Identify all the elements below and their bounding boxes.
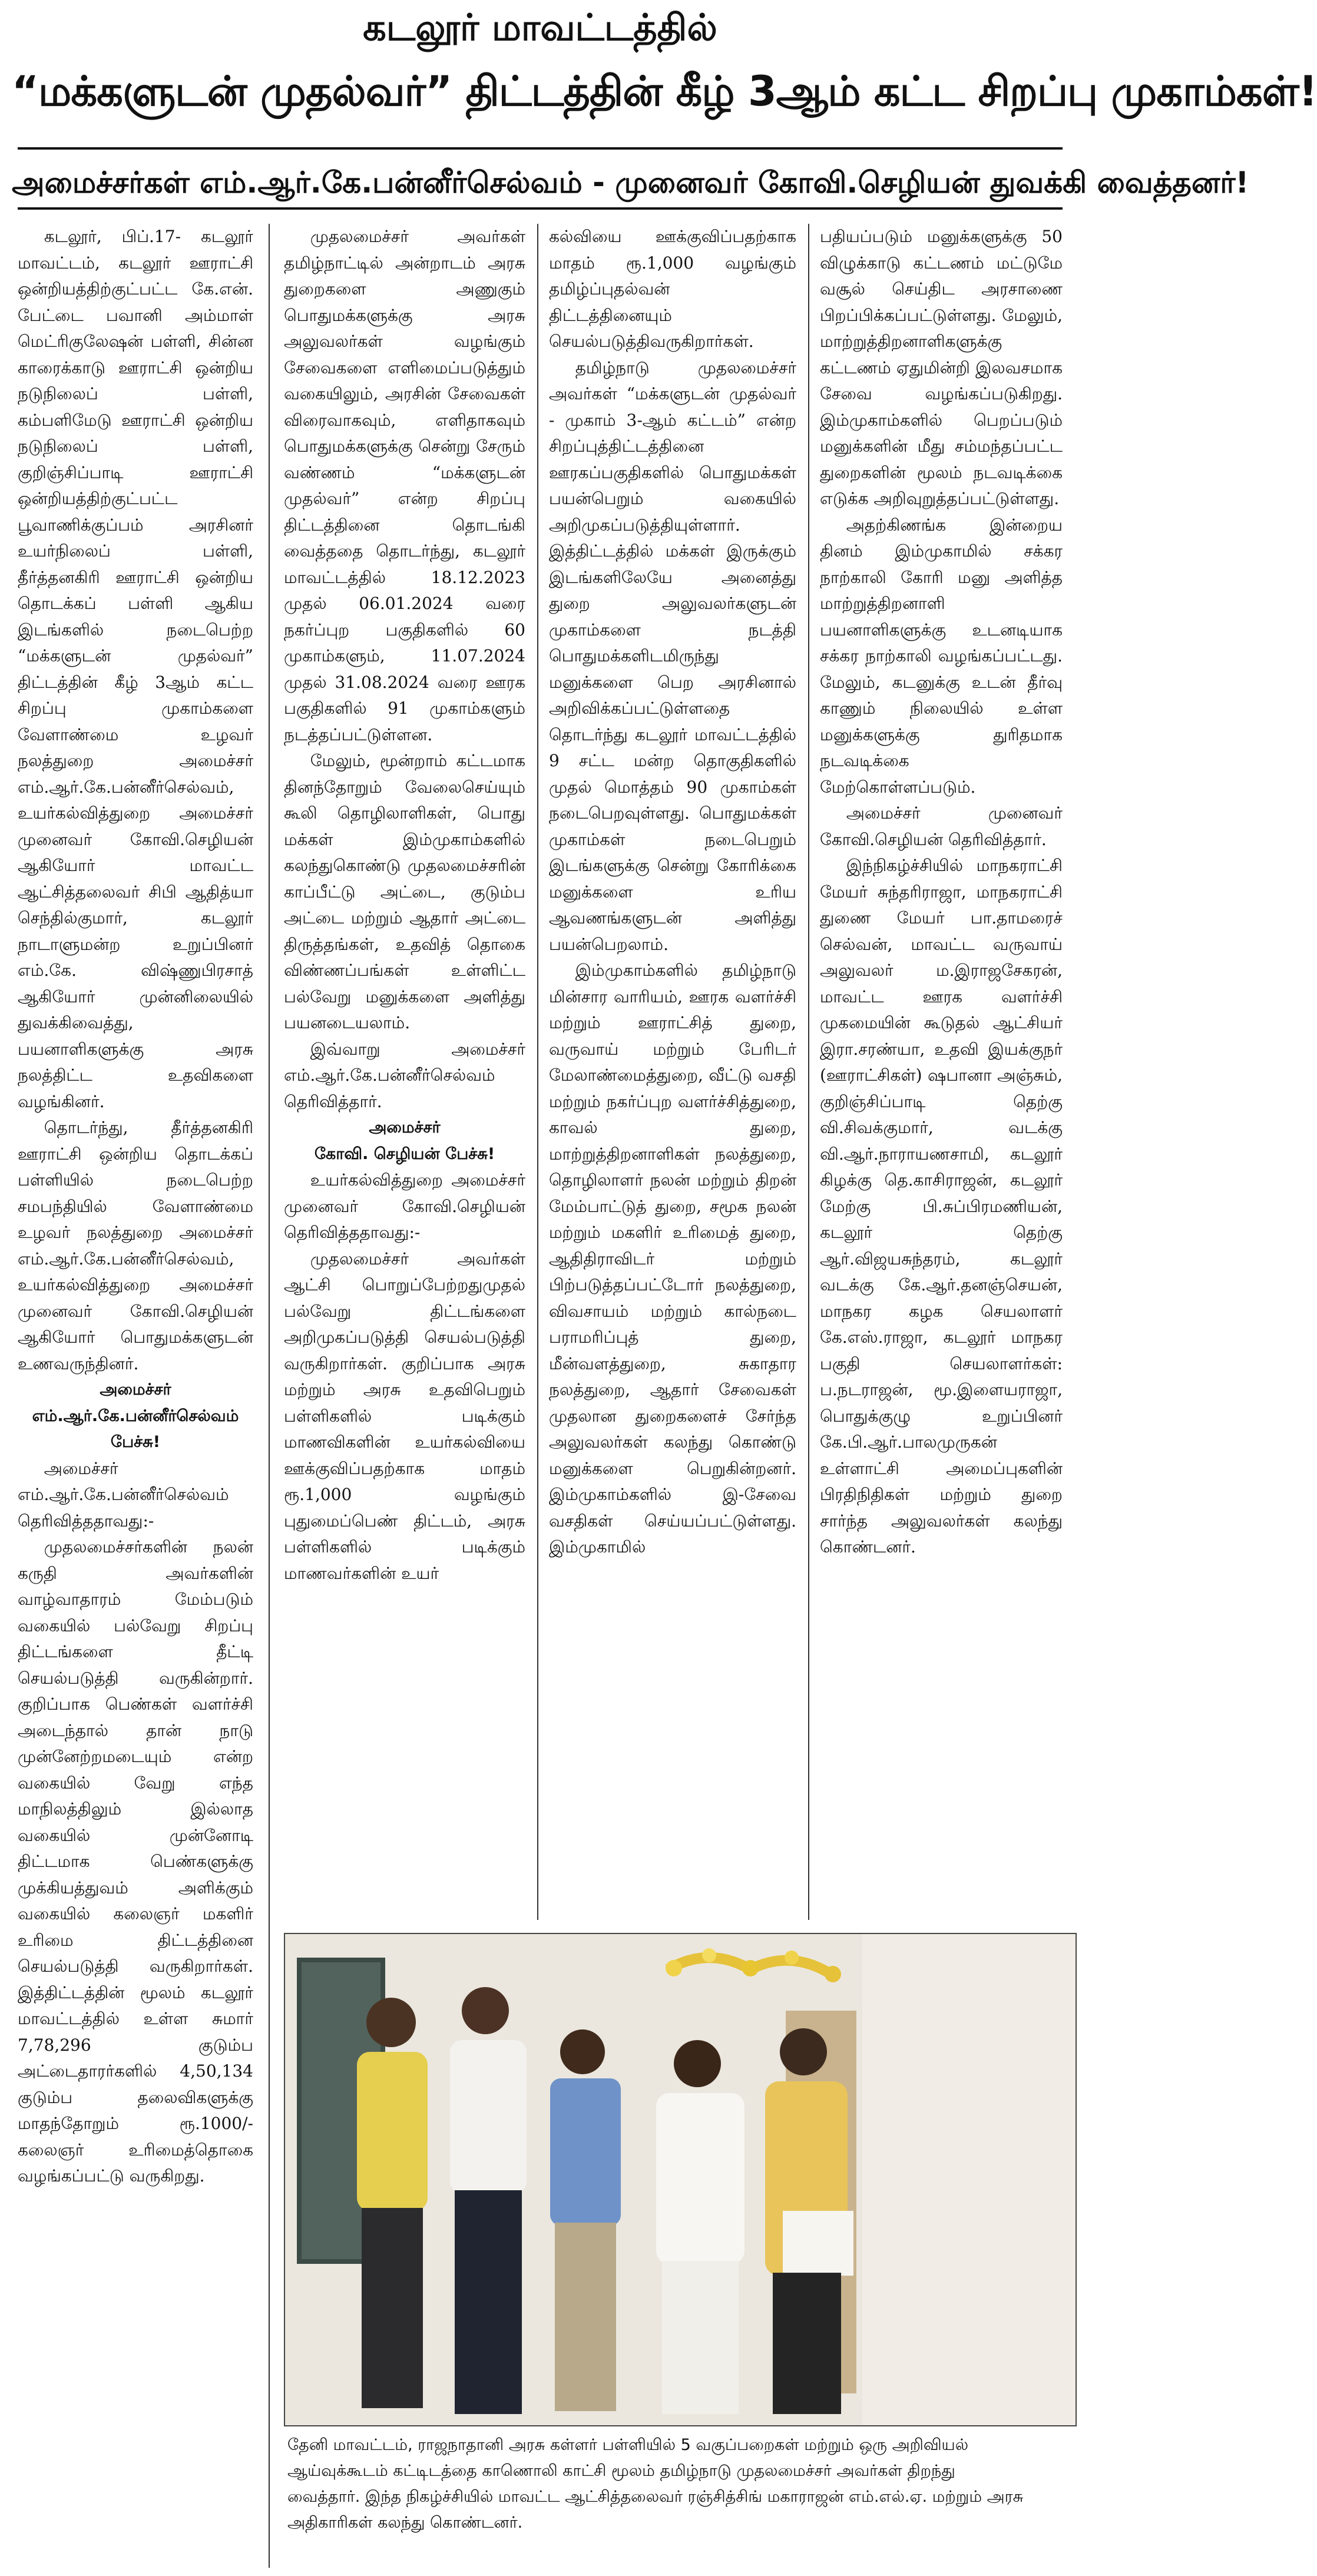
article-paragraph: மேலும், மூன்றாம் கட்டமாக தினந்தோறும் வேலைசெய்யும் கூலி தொழிலாளிகள், பொது மக்கள் இம்முகாம்களில் கலந்துகொண்டு முதலமைச்சரின் காப்பீட்டு அட்டை, குடும்ப அட்டை மற்றும் ஆதார் அட்டை திருத்தங்கள், உதவித் தொகை விண்ணப்பங்கள் உள்ளிட்ட பல்வேறு மனுக்களை அளித்து பயனடையலாம். <box>284 751 525 1032</box>
article-paragraph: அமைச்சர் எம்.ஆர்.கே.பன்னீர்செல்வம் தெரிவித்ததாவது:- <box>18 1458 229 1531</box>
article-paragraph: இந்நிகழ்ச்சியில் மாநகராட்சி மேயர் சுந்தரிராஜா, மாநகராட்சி துணை மேயர் பா.தாமரைச் செல்வன், மாவட்ட வருவாய் அலுவலர் ம.இராஜசேகரன், மாவட்ட ஊரக வளர்ச்சி முகமையின் கூடுதல் ஆட்சியர் இரா.சரண்யா, உதவி இயக்குநர் (ஊராட்சிகள்) ஷபானா அஞ்சும், குறிஞ்சிப்பாடி தெற்கு வி.சிவக்குமார், வடக்கு வி.ஆர்.நாராயணசாமி, கடலூர் கிழக்கு தெ.காசிராஜன், கடலூர் மேற்கு பி.சுப்பிரமணியன், கடலூர் தெற்கு ஆர்.விஜயசுந்தரம், கடலூர் வடக்கு கே.ஆர்.தனஞ்செயன், மாநகர கழக செயலாளர் கே.எஸ்.ராஜா, கடலூர் மாநகர பகுதி செயலாளர்கள்: ப.நடராஜன், மூ.இளையராஜா, பொதுக்குழு உறுப்பினர் கே.பி.ஆர்.பாலமுருகன் உள்ளாட்சி அமைப்புகளின் பிரதிநிதிகள் மற்றும் துறை சார்ந்த அலுவலர்கள் கலந்து கொண்டனர். <box>820 856 1063 1557</box>
caption-line: ஆய்வுக்கூடம் கட்டிடத்தை காணொலி காட்சி மூலம் தமிழ்நாடு முதலமைச்சர் அவர்கள் திறந்து <box>287 2462 955 2480</box>
caption-line: வைத்தார். இந்த நிகழ்ச்சியில் மாவட்ட ஆட்சித்தலைவர் ரஞ்சித்சிங் மகாராஜன் எம்.எல்.ஏ. மற்றும் அரசு <box>287 2488 1024 2506</box>
article-paragraph: இவ்வாறு அமைச்சர் எம்.ஆர்.கே.பன்னீர்செல்வம் தெரிவித்தார். <box>284 1039 525 1111</box>
section-subheading: அமைச்சர் <box>369 1118 441 1137</box>
column-divider <box>269 224 270 2568</box>
article-column-1 <box>18 224 253 2190</box>
section-subheading: எம்.ஆர்.கே.பன்னீர்செல்வம் பேச்சு! <box>32 1406 239 1451</box>
column-divider <box>537 224 538 1920</box>
photo-illustration <box>285 1934 1076 2425</box>
event-photo <box>284 1933 1077 2426</box>
article-column-4 <box>820 224 1063 1561</box>
article-paragraph: அதற்கிணங்க இன்றைய தினம் இம்முகாமில் சக்கர நாற்காலி கோரி மனு அளித்த மாற்றுத்திறனாளி பயனாளிகளுக்கு உடனடியாக சக்கர நாற்காலி வழங்கப்பட்டது. மேலும், கடனுக்கு உடன் தீர்வு காணும் நிலையில் உள்ள மனுக்களுக்கு துரிதமாக நடவடிக்கை மேற்கொள்ளப்படும். <box>820 515 1063 797</box>
subheadline-divider <box>18 207 1063 210</box>
article-paragraph: தமிழ்நாடு முதலமைச்சர் அவர்கள் “மக்களுடன் முதல்வர் - முகாம் 3-ஆம் கட்டம்” என்ற சிறப்புத்திட்டத்தினை ஊரகப்பகுதிகளில் பொதுமக்கள் பயன்பெறும் வகையில் அறிமுகப்படுத்தியுள்ளார். இத்திட்டத்தில் மக்கள் இருக்கும் இடங்களிலேயே அனைத்து துறை அலுவலர்களுடன் முகாம்களை நடத்தி பொதுமக்களிடமிருந்து மனுக்களை பெற அரசினால் அறிவிக்கப்பட்டுள்ளதை தொடர்ந்து கடலூர் மாவட்டத்தில் 9 சட்ட மன்ற தொகுதிகளில் முதல் மொத்தம் 90 முகாம்கள் நடைபெறவுள்ளது. பொதுமக்கள் முகாம்கள் நடைபெறும் இடங்களுக்கு சென்று கோரிக்கை மனுக்களை உரிய ஆவணங்களுடன் அளித்து பயன்பெறலாம். <box>549 357 796 954</box>
sub-headline: அமைச்சர்கள் எம்.ஆர்.கே.பன்னீர்செல்வம் - முனைவர் கோவி.செழியன் துவக்கி வைத்தனர்! <box>12 165 1249 200</box>
caption-line: தேனி மாவட்டம், ராஜநாதானி அரசு கள்ளர் பள்ளியில் 5 வகுப்பறைகள் மற்றும் ஒரு அறிவியல் <box>287 2436 969 2454</box>
article-paragraph: கல்வியை ஊக்குவிப்பதற்காக மாதம் ரூ.1,000 வழங்கும் தமிழ்ப்புதல்வன் திட்டத்தினையும் செயல்படுத்திவருகிறார்கள். <box>549 227 796 351</box>
article-paragraph: பதியப்படும் மனுக்களுக்கு 50 விழுக்காடு கட்டணம் மட்டுமே வசூல் செய்திட அரசாணை பிறப்பிக்கப்பட்டுள்ளது. மேலும், மாற்றுத்திறனாளிகளுக்கு கட்டணம் ஏதுமின்றி இலவசமாக சேவை வழங்கப்படுகிறது. இம்முகாம்களில் பெறப்படும் மனுக்களின் மீது சம்மந்தப்பட்ட துறைகளின் மூலம் நடவடிக்கை எடுக்க அறிவுறுத்தப்பட்டுள்ளது. <box>820 227 1063 508</box>
article-column-3 <box>549 224 796 1561</box>
article-paragraph: உயர்கல்வித்துறை அமைச்சர் முனைவர் கோவி.செழியன் தெரிவித்ததாவது:- <box>284 1170 525 1242</box>
headline-divider <box>18 147 1063 150</box>
caption-line: அதிகாரிகள் கலந்து கொண்டனர். <box>287 2514 523 2532</box>
article-paragraph: கடலூர், பிப்.17- கடலூர் மாவட்டம், கடலூர் ஊராட்சி ஒன்றியத்திற்குட்பட்ட கே.என். பேட்டை பவானி அம்மாள் மெட்ரிகுலேஷன் பள்ளி, சின்ன காரைக்காடு ஊராட்சி ஒன்றிய நடுநிலைப் பள்ளி, கம்பளிமேடு ஊராட்சி ஒன்றிய நடுநிலைப் பள்ளி, குறிஞ்சிப்பாடி ஊராட்சி ஒன்றியத்திற்குட்பட்ட பூவாணிக்குப்பம் அரசினர் உயர்நிலைப் பள்ளி, தீர்த்தனகிரி ஊராட்சி ஒன்றிய தொடக்கப் பள்ளி ஆகிய இடங்களில் நடைபெற்ற “மக்களுடன் முதல்வர்” திட்டத்தின் கீழ் 3ஆம் கட்ட சிறப்பு முகாம்களை வேளாண்மை உழவர் நலத்துறை அமைச்சர் எம்.ஆர்.கே.பன்னீர்செல்வம், உயர்கல்வித்துறை அமைச்சர் முனைவர் கோவி.செழியன் ஆகியோர் மாவட்ட ஆட்சித்தலைவர் சிபி ஆதித்யா செந்தில்குமார், கடலூர் நாடாளுமன்ற உறுப்பினர் எம்.கே. விஷ்ணுபிரசாத் ஆகியோர் முன்னிலையில் துவக்கிவைத்து, பயனாளிகளுக்கு அரசு நலத்திட்ட உதவிகளை வழங்கினர். <box>18 227 253 1111</box>
section-subheading: கோவி. செழியன் பேச்சு! <box>314 1144 495 1163</box>
article-paragraph: முதலமைச்சர்களின் நலன் கருதி அவர்களின் வாழ்வாதாரம் மேம்படும் வகையில் பல்வேறு சிறப்பு திட்டங்களை தீட்டி செயல்படுத்தி வருகின்றார். குறிப்பாக பெண்கள் வளர்ச்சி அடைந்தால் தான் நாடு முன்னேற்றமடையும் என்ற வகையில் வேறு எந்த மாநிலத்திலும் இல்லாத வகையில் முன்னோடி திட்டமாக பெண்களுக்கு முக்கியத்துவம் அளிக்கும் வகையில் கலைஞர் மகளிர் உரிமை திட்டத்தினை செயல்படுத்தி வருகிறார்கள். இத்திட்டத்தின் மூலம் கடலூர் மாவட்டத்தில் உள்ள சுமார் 7,78,296 குடும்ப அட்டைதாரர்களில் 4,50,134 குடும்ப தலைவிகளுக்கு மாதந்தோறும் ரூ.1000/- கலைஞர் உரிமைத்தொகை வழங்கப்பட்டு வருகிறது. <box>18 1537 253 2186</box>
article-paragraph: முதலமைச்சர் அவர்கள் ஆட்சி பொறுப்பேற்றதுமுதல் பல்வேறு திட்டங்களை அறிமுகப்படுத்தி செயல்படுத்தி வருகிறார்கள். குறிப்பாக அரசு மற்றும் அரசு உதவிபெறும் பள்ளிகளில் படிக்கும் மாணவிகளின் உயர்கல்வியை ஊக்குவிப்பதற்காக மாதம் ரூ.1,000 வழங்கும் புதுமைப்பெண் திட்டம், அரசு பள்ளிகளில் படிக்கும் மாணவர்களின் உயர் <box>284 1249 525 1583</box>
column-divider <box>808 224 809 1920</box>
district-headline: கடலூர் மாவட்டத்தில் <box>363 6 717 49</box>
photo-caption <box>287 2432 1071 2536</box>
article-column-2 <box>284 224 525 1587</box>
article-paragraph: முதலமைச்சர் அவர்கள் தமிழ்நாட்டில் அன்றாடம் அரசு துறைகளை அணுகும் பொதுமக்களுக்கு அரசு அலுவலர்கள் வழங்கும் சேவைகளை எளிமைப்படுத்தும் வகையிலும், அரசின் சேவைகள் விரைவாகவும், எளிதாகவும் பொதுமக்களுக்கு சென்று சேரும் வண்ணம் “மக்களுடன் முதல்வர்” என்ற சிறப்பு திட்டத்தினை தொடங்கி வைத்ததை தொடர்ந்து, கடலூர் மாவட்டத்தில் 18.12.2023 முதல் 06.01.2024 வரை நகர்ப்புற பகுதிகளில் 60 முகாம்களும், 11.07.2024 முதல் 31.08.2024 வரை ஊரக பகுதிகளில் 91 முகாம்களும் நடத்தப்பட்டுள்ளன. <box>284 227 525 744</box>
article-paragraph: இம்முகாம்களில் தமிழ்நாடு மின்சார வாரியம், ஊரக வளர்ச்சி மற்றும் ஊராட்சித் துறை, வருவாய் மற்றும் பேரிடர் மேலாண்மைத்துறை, வீட்டு வசதி மற்றும் நகர்ப்புற வளர்ச்சித்துறை, காவல் துறை, மாற்றுத்திறனாளிகள் நலத்துறை, தொழிலாளர் நலன் மற்றும் திறன் மேம்பாட்டுத் துறை, சமூக நலன் மற்றும் மகளிர் உரிமைத் துறை, ஆதிதிராவிடர் மற்றும் பிற்படுத்தப்பட்டோர் நலத்துறை, விவசாயம் மற்றும் கால்நடை பராமரிப்புத் துறை, மீன்வளத்துறை, சுகாதார நலத்துறை, ஆதார் சேவைகள் முதலான துறைகளைச் சேர்ந்த அலுவலர்கள் கலந்து கொண்டு மனுக்களை பெறுகின்றனர். இம்முகாம்களில் இ-சேவை வசதிகள் செய்யப்பட்டுள்ளது. இம்முகாமில் <box>549 961 796 1557</box>
main-headline: “மக்களுடன் முதல்வர்” திட்டத்தின் கீழ் 3ஆம் கட்ட சிறப்பு முகாம்கள்! <box>12 67 1317 115</box>
article-paragraph: அமைச்சர் முனைவர் கோவி.செழியன் தெரிவித்தார். <box>820 803 1063 849</box>
section-subheading: அமைச்சர் <box>100 1380 171 1399</box>
article-paragraph: தொடர்ந்து, தீர்த்தனகிரி ஊராட்சி ஒன்றிய தொடக்கப் பள்ளியில் நடைபெற்ற சமபந்தியில் வேளாண்மை உழவர் நலத்துறை அமைச்சர் எம்.ஆர்.கே.பன்னீர்செல்வம், உயர்கல்வித்துறை அமைச்சர் முனைவர் கோவி.செழியன் ஆகியோர் பொதுமக்களுடன் உணவருந்தினர். <box>18 1118 253 1373</box>
